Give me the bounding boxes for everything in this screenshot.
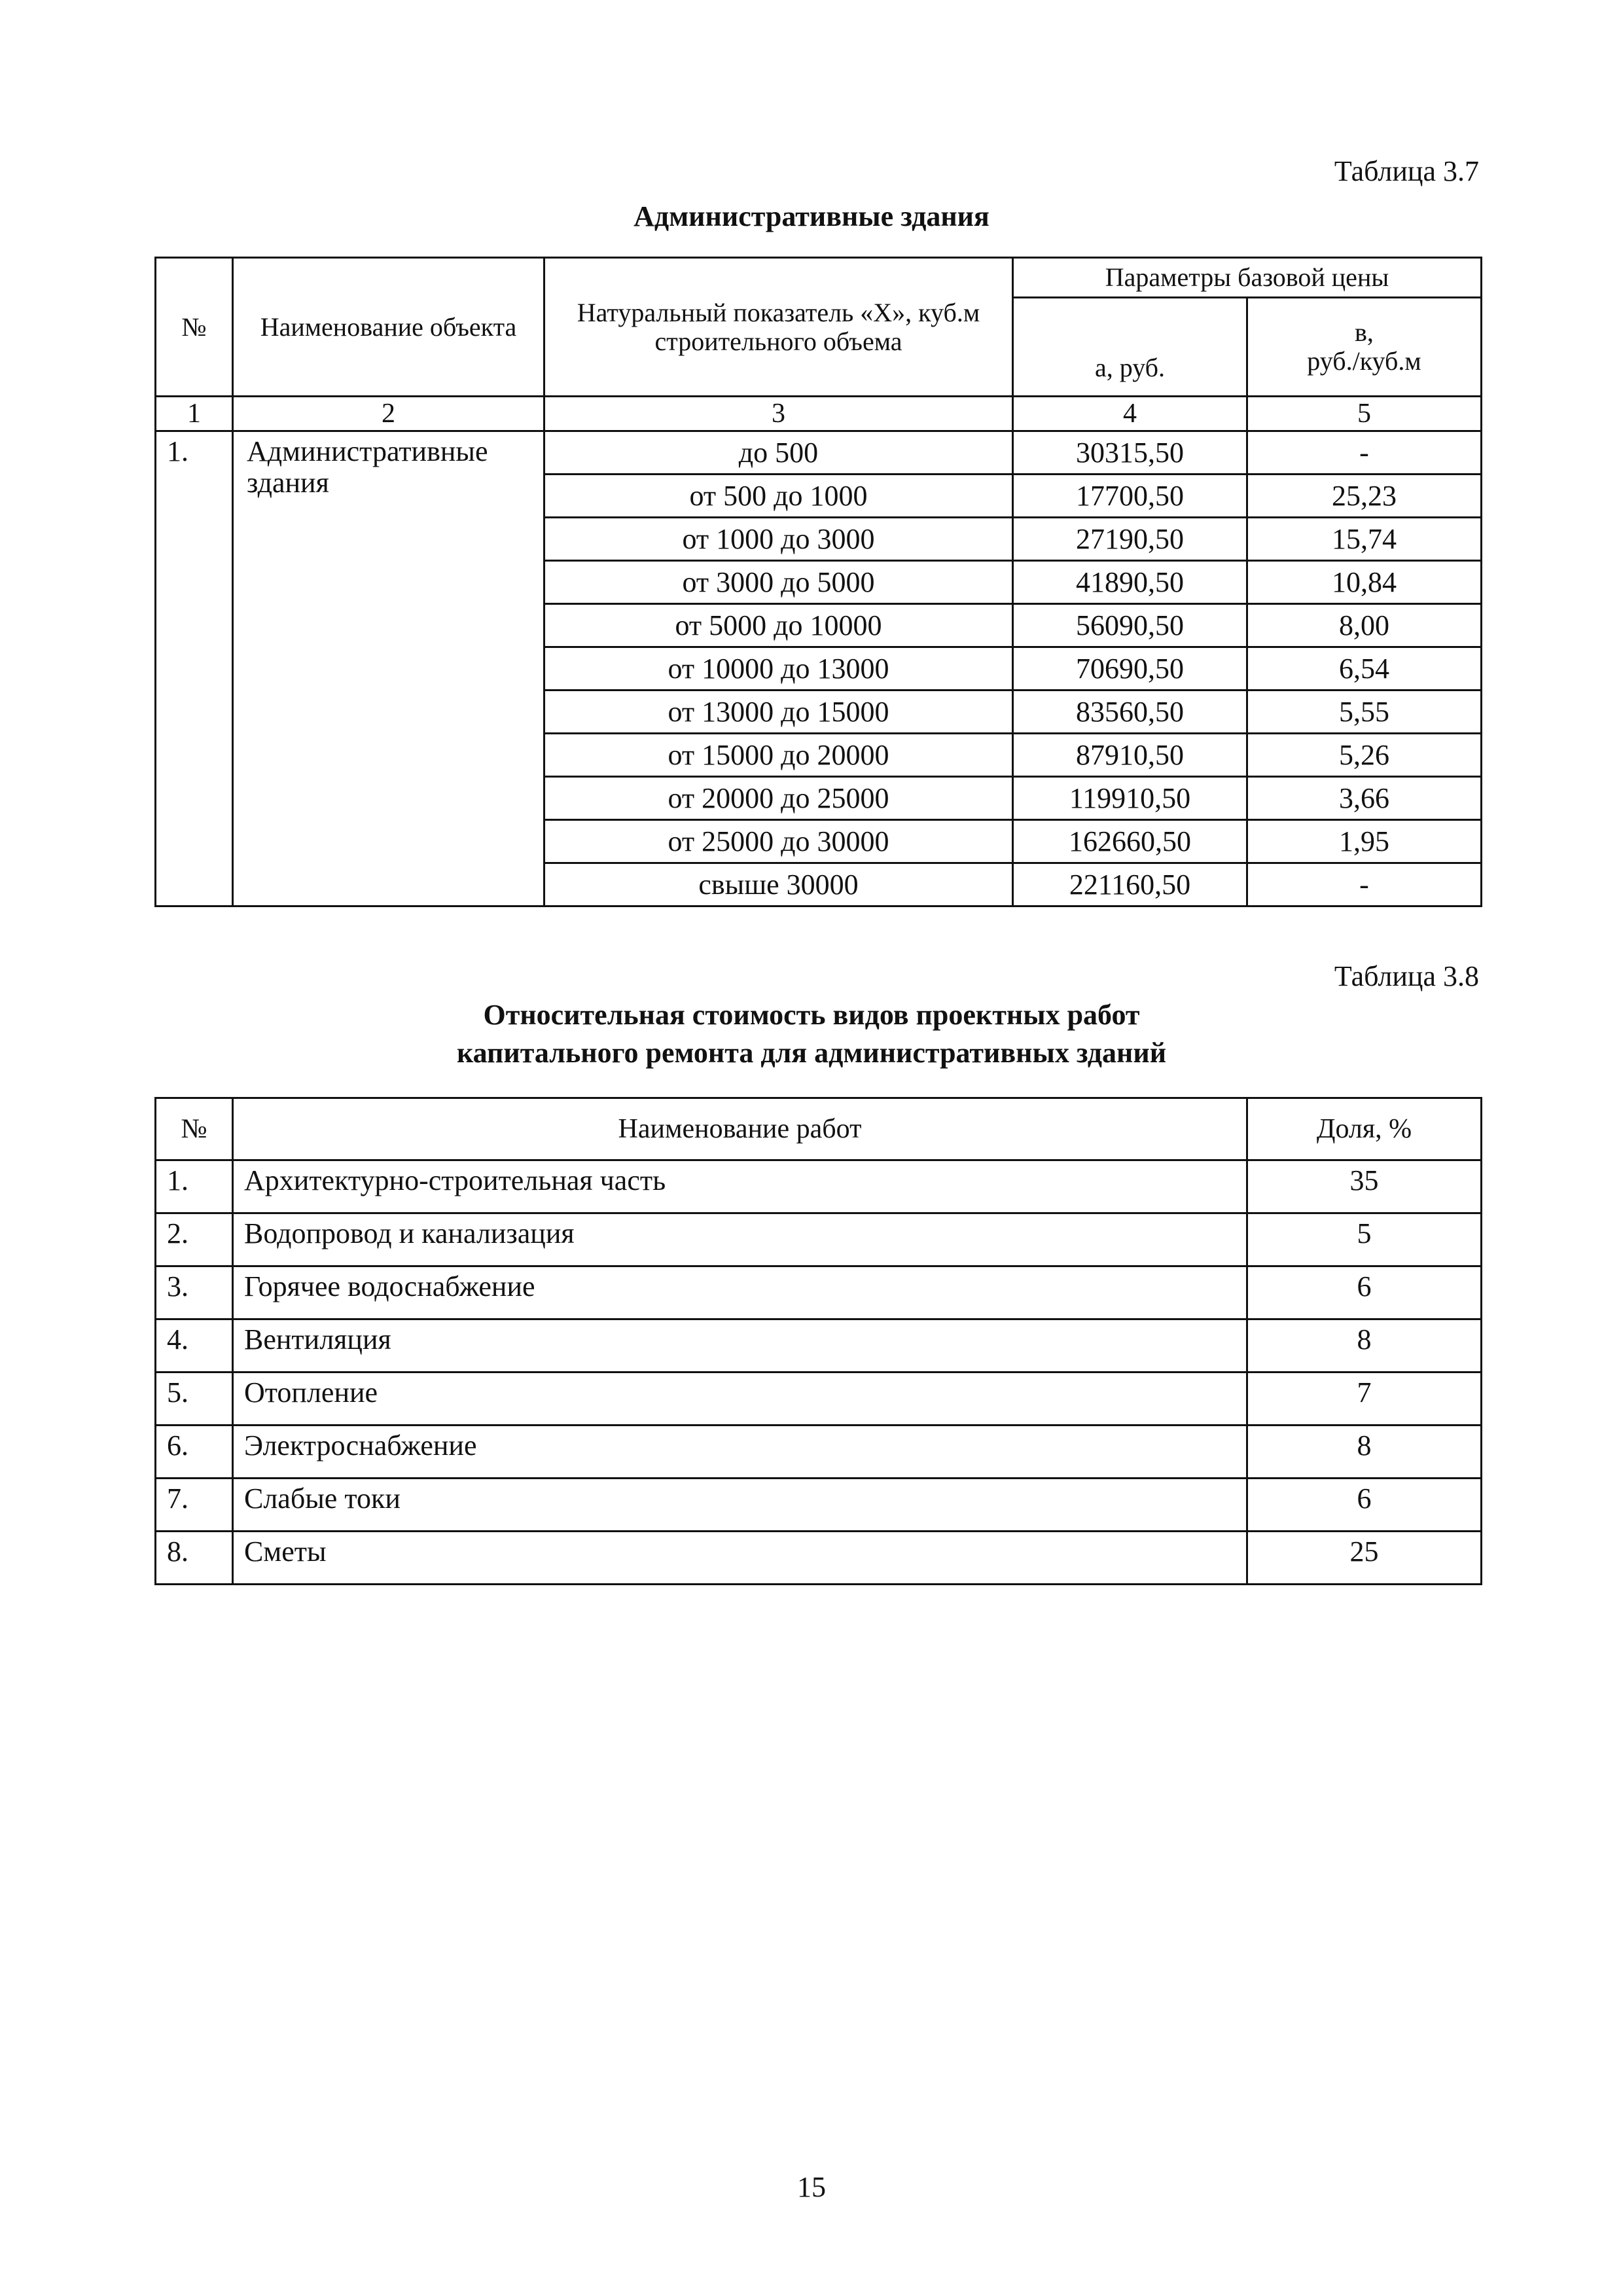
work-name: Электроснабжение [233, 1426, 1247, 1479]
price-a: 162660,50 [1013, 820, 1247, 863]
table-row [156, 431, 1482, 475]
price-a: 221160,50 [1013, 863, 1247, 906]
price-b: - [1247, 431, 1482, 475]
price-a: 27190,50 [1013, 518, 1247, 561]
table-3-7-title: Административные здания [633, 200, 990, 232]
row-number: 5. [156, 1372, 233, 1426]
work-share: 8 [1247, 1426, 1482, 1479]
row-number: 3. [156, 1266, 233, 1319]
price-b: 6,54 [1247, 647, 1482, 691]
price-b: - [1247, 863, 1482, 906]
work-name: Архитектурно-строительная часть [233, 1160, 1247, 1213]
col-number: 2 [233, 397, 544, 431]
row-number: 8. [156, 1532, 233, 1585]
header-object-name: Наименование объекта [233, 258, 544, 397]
work-name: Отопление [233, 1372, 1247, 1426]
volume-range: от 10000 до 13000 [544, 647, 1013, 691]
col-number: 4 [1013, 397, 1247, 431]
table-row [156, 1426, 1482, 1479]
col-number: 1 [156, 397, 233, 431]
volume-range: от 3000 до 5000 [544, 561, 1013, 604]
work-name: Горячее водоснабжение [233, 1266, 1247, 1319]
work-name: Водопровод и канализация [233, 1213, 1247, 1266]
table-3-7-label: Таблица 3.7 [1334, 155, 1479, 187]
row-number: 4. [156, 1319, 233, 1372]
volume-range: до 500 [544, 431, 1013, 475]
table-row [156, 1160, 1482, 1213]
table-row [156, 1266, 1482, 1319]
price-a: 119910,50 [1013, 777, 1247, 820]
volume-range: от 1000 до 3000 [544, 518, 1013, 561]
header-a-rub: а, руб. [1013, 298, 1247, 397]
price-a: 17700,50 [1013, 475, 1247, 518]
table-3-8 [154, 1097, 1482, 1585]
volume-range: от 15000 до 20000 [544, 734, 1013, 777]
volume-range: от 5000 до 10000 [544, 604, 1013, 647]
price-b: 5,26 [1247, 734, 1482, 777]
row-number: 7. [156, 1479, 233, 1532]
col-number: 3 [544, 397, 1013, 431]
work-name: Слабые токи [233, 1479, 1247, 1532]
price-b: 15,74 [1247, 518, 1482, 561]
price-b: 3,66 [1247, 777, 1482, 820]
price-a: 56090,50 [1013, 604, 1247, 647]
object-name: Административные здания [233, 431, 544, 906]
table-row [156, 1319, 1482, 1372]
work-share: 6 [1247, 1479, 1482, 1532]
table-row [156, 1532, 1482, 1585]
header-work-name: Наименование работ [233, 1098, 1247, 1160]
work-share: 6 [1247, 1266, 1482, 1319]
header-no: № [156, 1098, 233, 1160]
row-number: 6. [156, 1426, 233, 1479]
work-share: 35 [1247, 1160, 1482, 1213]
volume-range: от 500 до 1000 [544, 475, 1013, 518]
table-3-8-label: Таблица 3.8 [1334, 960, 1479, 992]
header-b-line2: руб./куб.м [1307, 346, 1421, 376]
volume-range: от 20000 до 25000 [544, 777, 1013, 820]
work-name: Вентиляция [233, 1319, 1247, 1372]
header-natural-indicator: Натуральный показатель «Х», куб.м строительного объема [544, 258, 1013, 397]
header-share: Доля, % [1247, 1098, 1482, 1160]
table-3-7 [154, 257, 1482, 907]
header-base-price-params: Параметры базовой цены [1013, 258, 1482, 298]
price-b: 5,55 [1247, 691, 1482, 734]
price-a: 87910,50 [1013, 734, 1247, 777]
table-row [156, 1372, 1482, 1426]
header-no: № [156, 258, 233, 397]
work-share: 8 [1247, 1319, 1482, 1372]
price-a: 41890,50 [1013, 561, 1247, 604]
table-3-8-title-line1: Относительная стоимость видов проектных работ [483, 999, 1140, 1031]
row-number: 1. [156, 1160, 233, 1213]
header-b-line1: в, [1355, 317, 1374, 347]
row-number: 1. [156, 431, 233, 906]
price-b: 1,95 [1247, 820, 1482, 863]
page-number: 15 [797, 2171, 826, 2203]
volume-range: от 25000 до 30000 [544, 820, 1013, 863]
volume-range: свыше 30000 [544, 863, 1013, 906]
price-b: 25,23 [1247, 475, 1482, 518]
price-a: 30315,50 [1013, 431, 1247, 475]
row-number: 2. [156, 1213, 233, 1266]
price-a: 83560,50 [1013, 691, 1247, 734]
work-share: 25 [1247, 1532, 1482, 1585]
work-share: 5 [1247, 1213, 1482, 1266]
volume-range: от 13000 до 15000 [544, 691, 1013, 734]
price-a: 70690,50 [1013, 647, 1247, 691]
col-number: 5 [1247, 397, 1482, 431]
work-share: 7 [1247, 1372, 1482, 1426]
table-row [156, 1213, 1482, 1266]
price-b: 8,00 [1247, 604, 1482, 647]
price-b: 10,84 [1247, 561, 1482, 604]
header-b-rub-per-m3 [1247, 298, 1482, 397]
table-3-8-title-line2: капитального ремонта для административных зданий [456, 1037, 1167, 1069]
work-name: Сметы [233, 1532, 1247, 1585]
table-row [156, 1479, 1482, 1532]
